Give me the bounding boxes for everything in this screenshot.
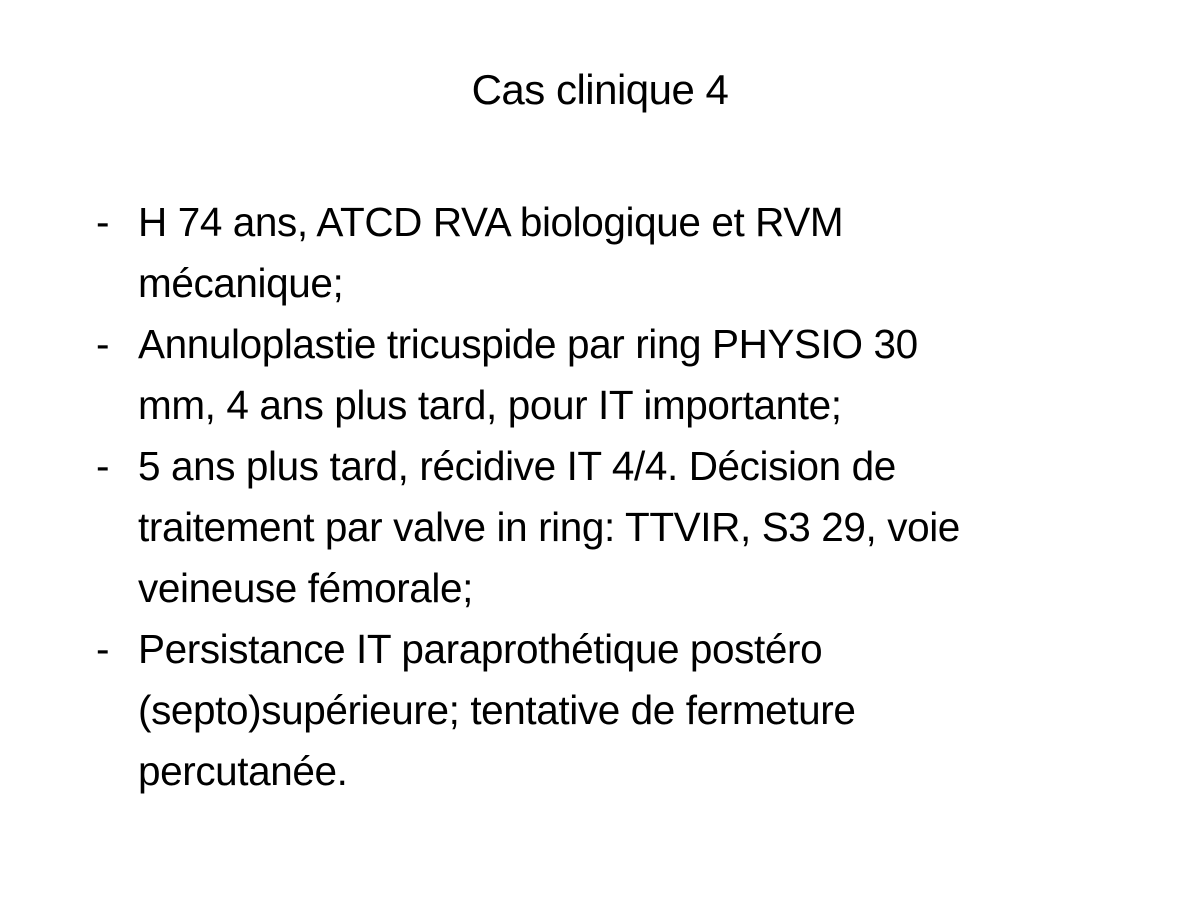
bullet-item <box>96 314 1156 436</box>
bullet-item <box>96 619 1156 802</box>
bullet-marker: - <box>96 321 110 367</box>
bullet-marker: - <box>96 443 110 489</box>
bullet-text: 5 ans plus tard, récidive IT 4/4. Décision de traitement par valve in ring: TTVIR, S3 29, voie veineuse fémorale; <box>138 443 960 611</box>
bullet-list <box>96 192 1156 802</box>
bullet-marker: - <box>96 626 110 672</box>
bullet-text: Persistance IT paraprothétique postéro (septo)supérieure; tentative de fermeture percutanée. <box>138 626 856 794</box>
bullet-item <box>96 436 1156 619</box>
slide-title: Cas clinique 4 <box>471 66 729 113</box>
bullet-marker: - <box>96 199 110 245</box>
bullet-text: H 74 ans, ATCD RVA biologique et RVM mécanique; <box>138 199 844 306</box>
bullet-item <box>96 192 1156 314</box>
bullet-text: Annuloplastie tricuspide par ring PHYSIO 30 mm, 4 ans plus tard, pour IT importante; <box>138 321 918 428</box>
